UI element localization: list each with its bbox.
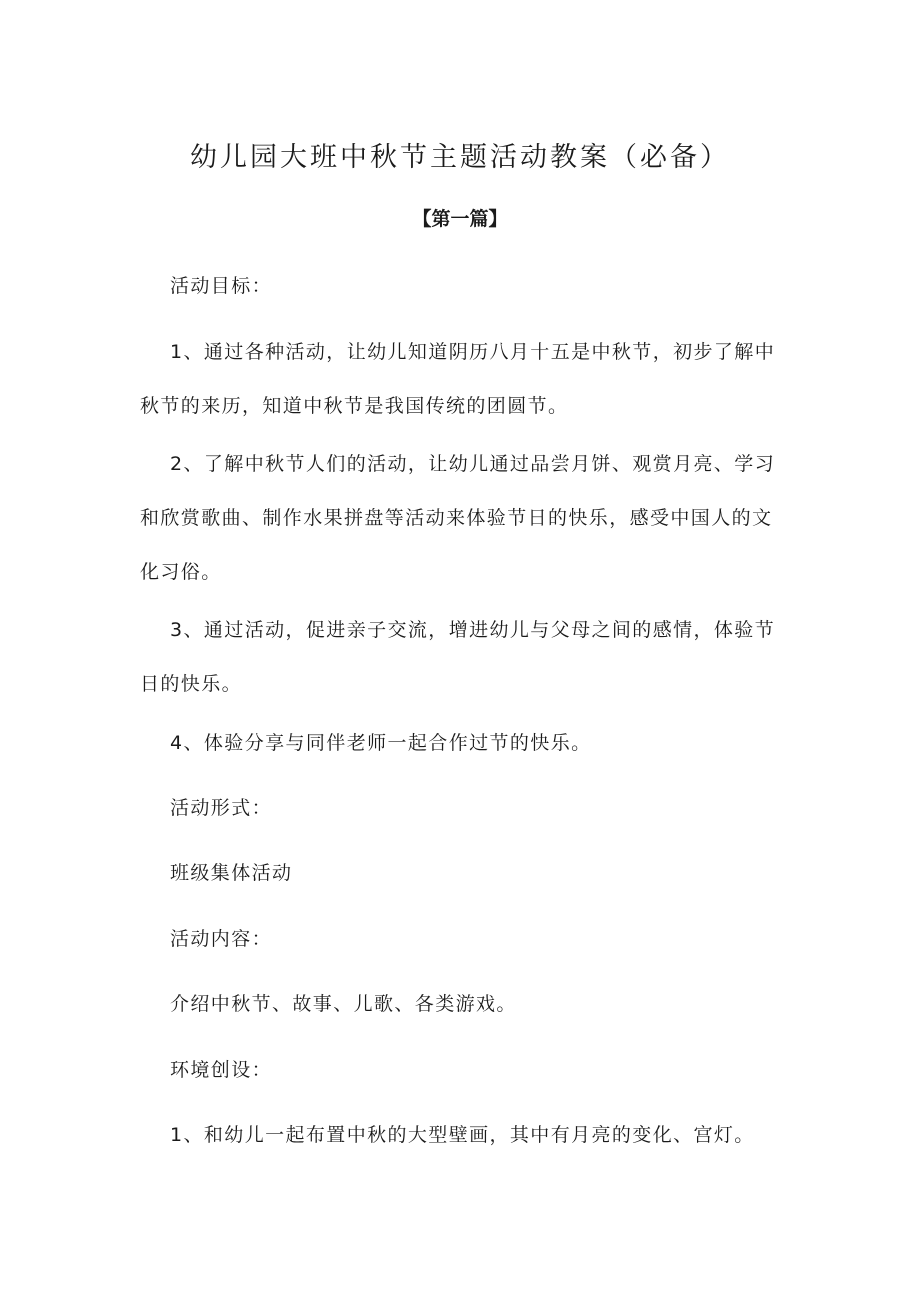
section-heading: 【第一篇】 <box>412 208 508 230</box>
paragraph-content: 介绍中秋节、故事、儿歌、各类游戏。 <box>170 993 517 1015</box>
paragraph-environment-heading: 环境创设： <box>170 1059 273 1081</box>
paragraph-goal-4: 4、体验分享与同伴老师一起合作过节的快乐。 <box>170 732 592 754</box>
paragraph-goal-3: 3、通过活动，促进亲子交流，增进幼儿与父母之间的感情，体验节日的快乐。 <box>140 619 776 695</box>
paragraph-form-heading: 活动形式： <box>170 797 273 819</box>
paragraph-content-heading: 活动内容： <box>170 928 273 950</box>
paragraph-goals-heading: 活动目标： <box>170 275 273 297</box>
document-title: 幼儿园大班中秋节主题活动教案（必备） <box>190 142 730 173</box>
paragraph-environment-1: 1、和幼儿一起布置中秋的大型壁画，其中有月亮的变化、宫灯。 <box>170 1124 755 1146</box>
paragraph-form: 班级集体活动 <box>170 862 293 884</box>
paragraph-goal-1: 1、通过各种活动，让幼儿知道阴历八月十五是中秋节，初步了解中秋节的来历，知道中秋节是我国传统的团圆节。 <box>140 341 776 417</box>
paragraph-goal-2: 2、了解中秋节人们的活动，让幼儿通过品尝月饼、观赏月亮、学习和欣赏歌曲、制作水果拼盘等活动来体验节日的快乐，感受中国人的文化习俗。 <box>140 453 776 583</box>
